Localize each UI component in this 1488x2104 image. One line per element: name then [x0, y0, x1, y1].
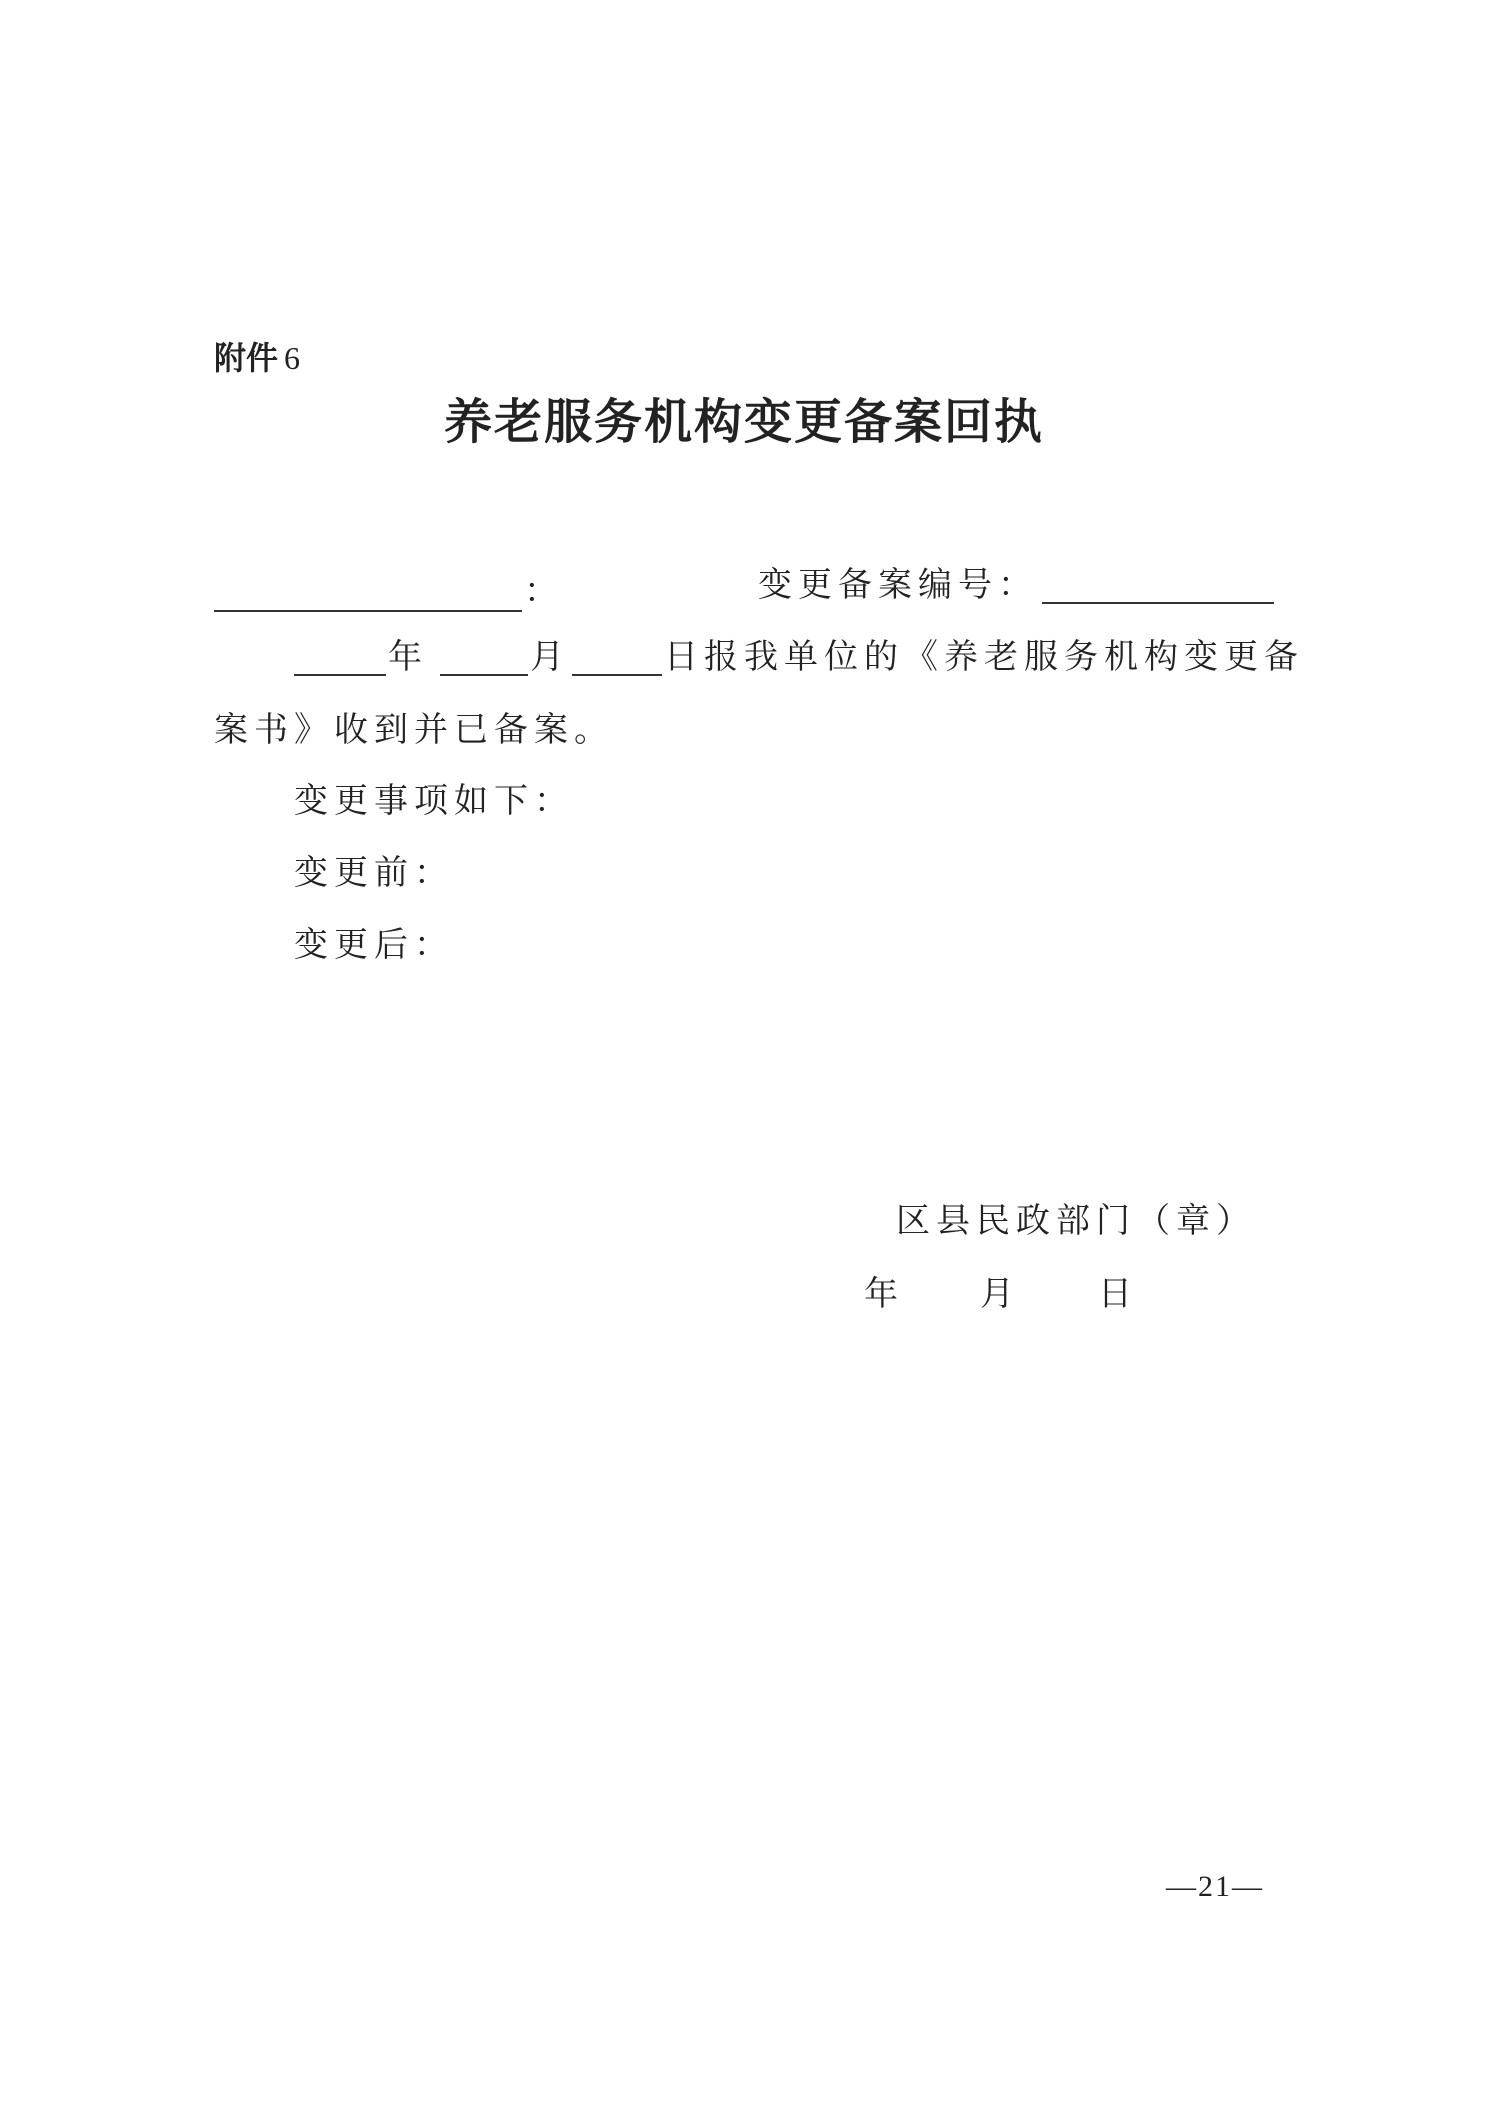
attachment-label	[214, 339, 301, 377]
before-change-label: 变更前：	[294, 853, 454, 893]
attachment-number: 6	[284, 340, 301, 376]
after-change-label: 变更后：	[294, 925, 454, 965]
document-title: 养老服务机构变更备案回执	[443, 394, 1044, 450]
department-seal-label: 区县民政部门（章）	[896, 1201, 1256, 1241]
year-label: 年	[388, 637, 428, 677]
signature-day-label: 日	[1098, 1274, 1138, 1314]
filing-number-label: 变更备案编号：	[758, 565, 1038, 605]
change-items-label: 变更事项如下：	[294, 781, 574, 821]
day-blank-line[interactable]	[572, 674, 662, 676]
month-label: 月	[530, 637, 570, 677]
page-number: —21—	[1166, 1870, 1264, 1903]
date-line-text: 日报我单位的《养老服务机构变更备	[664, 637, 1304, 677]
attachment-label-text: 附件	[214, 339, 279, 377]
addressee-blank-line[interactable]	[214, 610, 522, 612]
month-blank-line[interactable]	[440, 674, 528, 676]
filing-number-blank-line[interactable]	[1042, 602, 1274, 604]
continuation-text: 案书》收到并已备案。	[214, 710, 614, 750]
year-blank-line[interactable]	[294, 674, 386, 676]
signature-month-label: 月	[980, 1274, 1020, 1314]
addressee-colon: ：	[524, 571, 564, 611]
signature-year-label: 年	[864, 1274, 904, 1314]
